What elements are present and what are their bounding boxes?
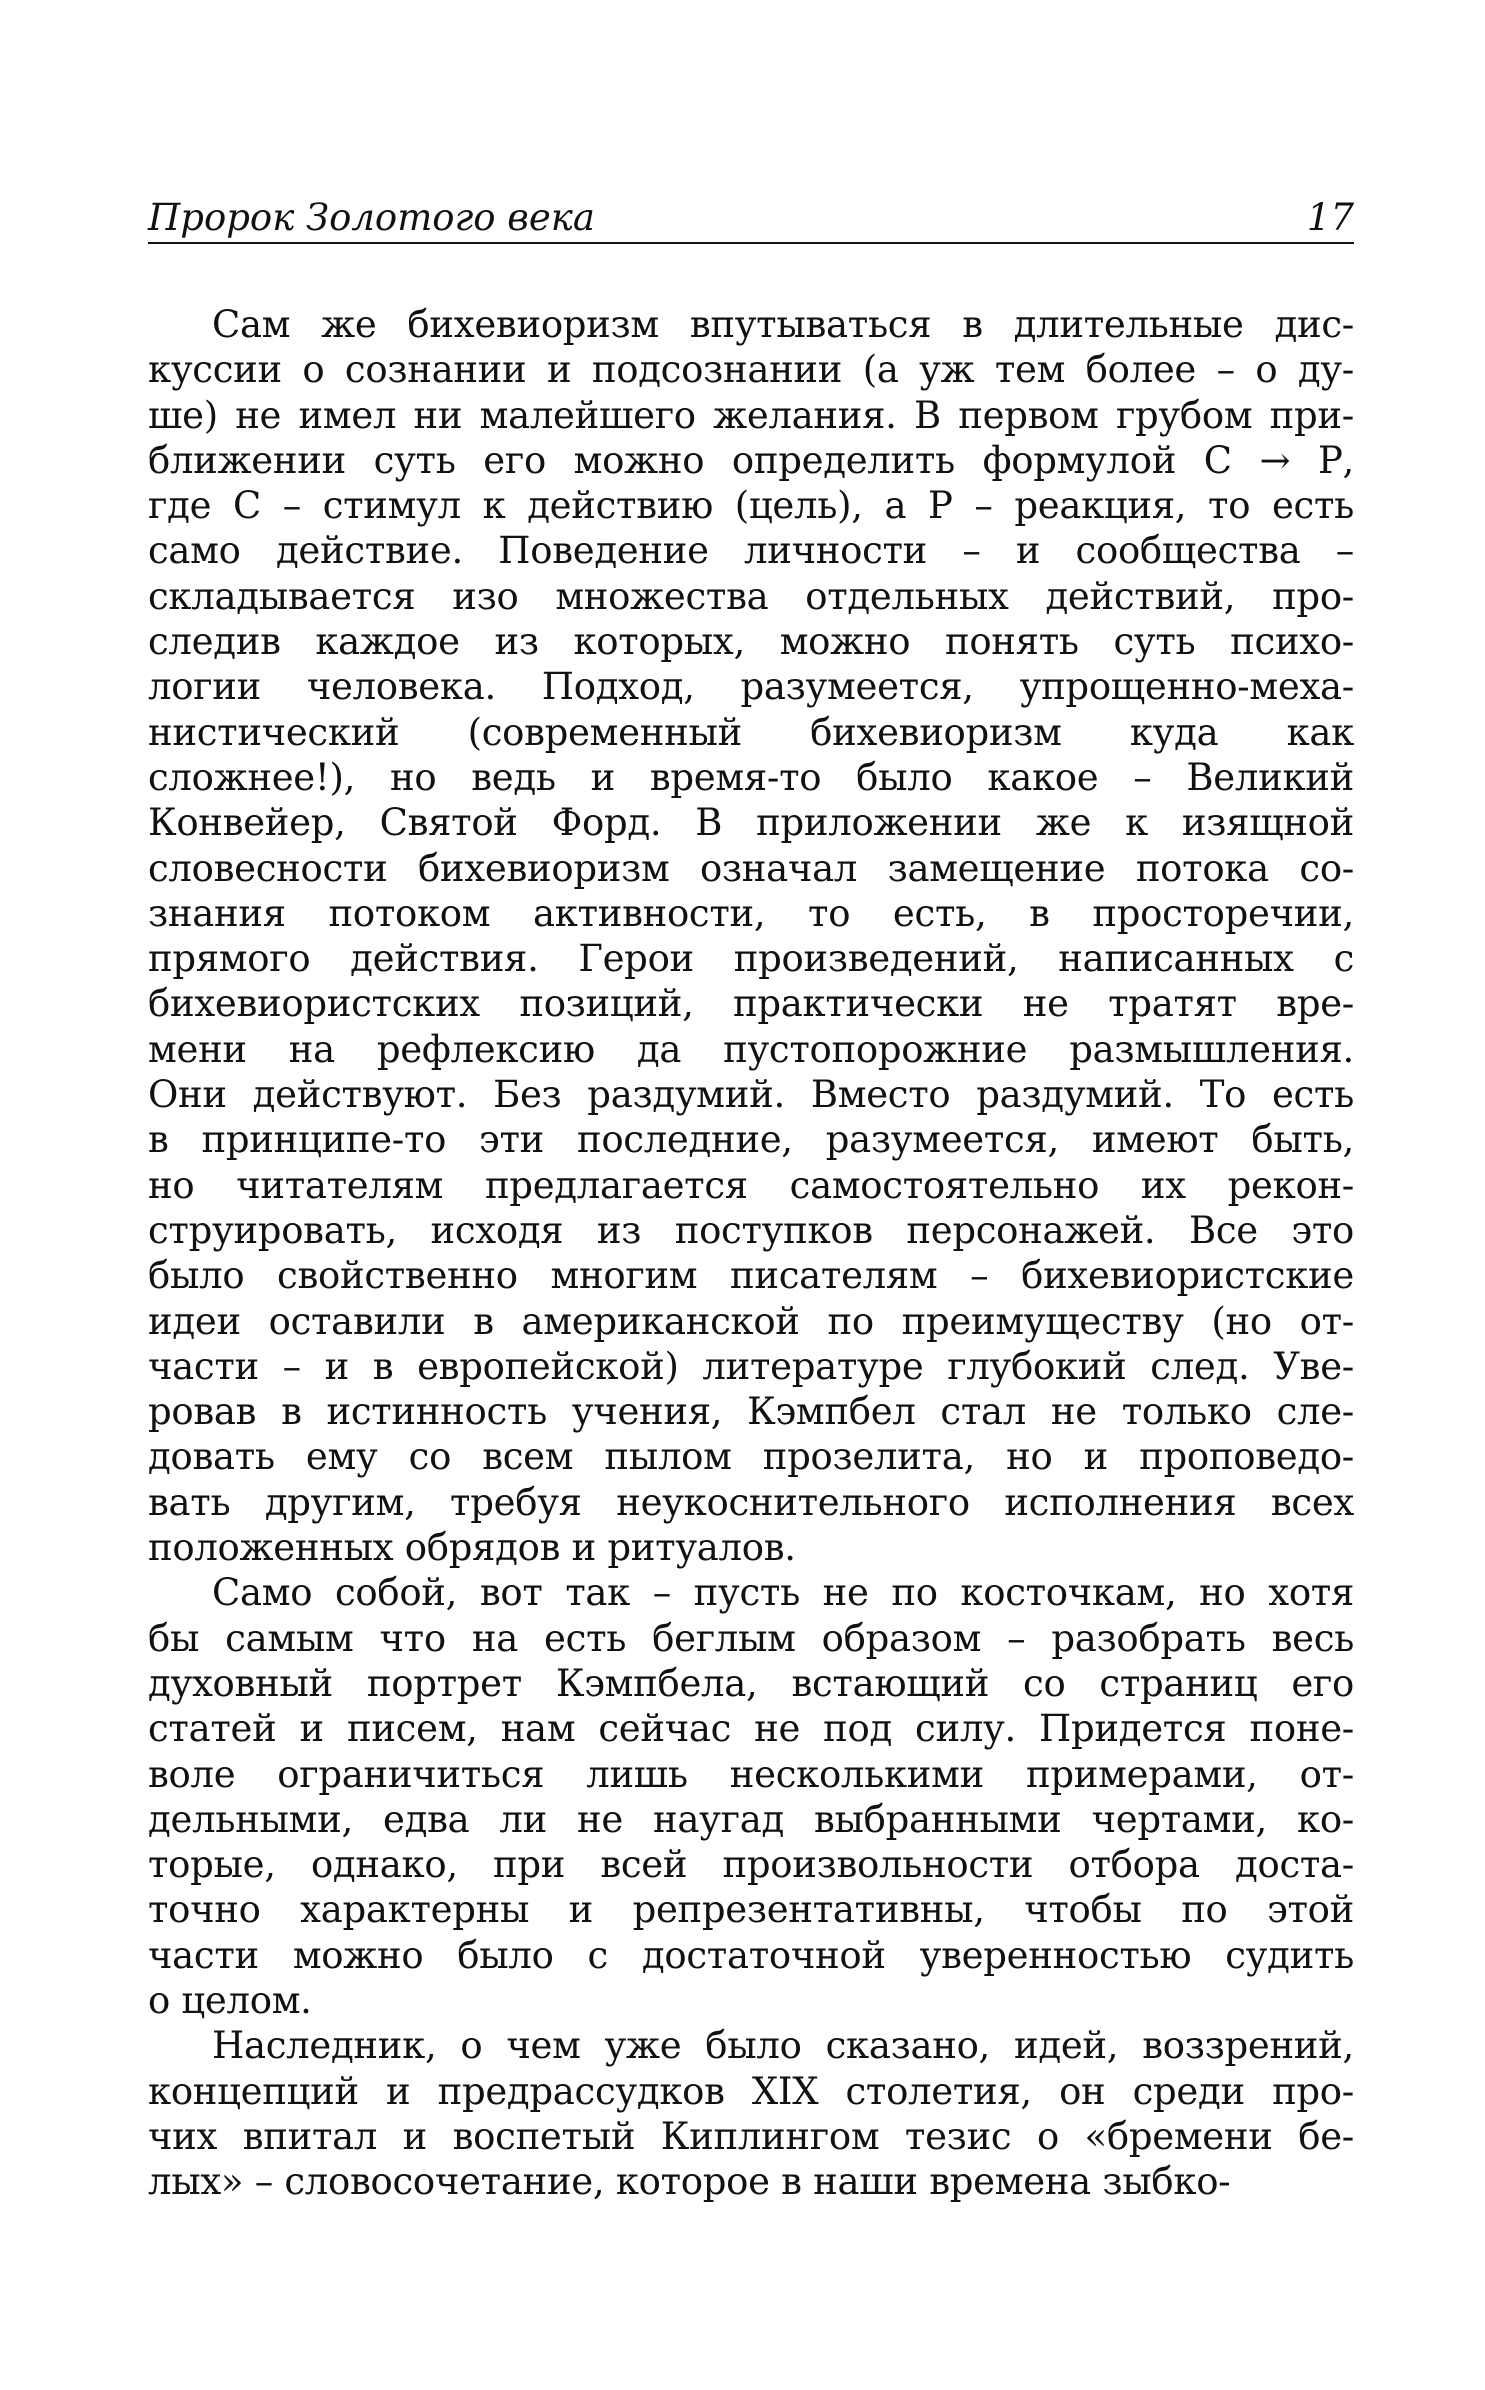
text-line: складывается изо множества отдельных действий, про- (148, 574, 1354, 618)
text-line: духовный портрет Кэмпбела, встающий со страниц его (148, 1661, 1354, 1705)
text-line: струировать, исходя из поступков персонажей. Все это (148, 1208, 1354, 1252)
text-line: Сам же бихевиоризм впутываться в длительные дис- (212, 303, 1354, 346)
text-line: бихевиористских позиций, практически не тратят вре- (148, 982, 1354, 1026)
text-line: части – и в европейской) литературе глубокий след. Уве- (148, 1344, 1354, 1388)
text-line: воле ограничиться лишь несколькими примерами, от- (148, 1752, 1354, 1796)
text-line: но читателям предлагается самостоятельно их рекон- (148, 1163, 1354, 1207)
text-line: Наследник, о чем уже было сказано, идей, воззрений, (212, 2024, 1354, 2068)
text-line: Конвейер, Святой Форд. В приложении же к изящной (148, 801, 1354, 845)
text-line: куссии о сознании и подсознании (а уж тем более – о ду- (148, 348, 1354, 392)
text-line: само действие. Поведение личности – и сообщества – (148, 529, 1354, 573)
text-line: торые, однако, при всей произвольности отбора доста- (148, 1843, 1354, 1887)
text-line: было свойственно многим писателям – бихевиористские (148, 1254, 1354, 1298)
text-line: бы самым что на есть беглым образом – разобрать весь (148, 1616, 1354, 1660)
text-line: вать другим, требуя неукоснительного исполнения всех (148, 1480, 1354, 1524)
text-line: чих впитал и воспетый Киплингом тезис о «бремени бе- (148, 2114, 1354, 2158)
text-line: словесности бихевиоризм означал замещение потока со- (148, 846, 1354, 890)
text-line: прямого действия. Герои произведений, написанных с (148, 937, 1354, 981)
text-line: дельными, едва ли не наугад выбранными чертами, ко- (148, 1797, 1354, 1841)
text-line: положенных обрядов и ритуалов. (148, 1526, 796, 1570)
text-line: нистический (современный бихевиоризм куда как (148, 710, 1354, 754)
text-line: статей и писем, нам сейчас не под силу. Придется поне- (148, 1707, 1354, 1751)
paragraph (148, 2023, 1354, 2204)
text-line: точно характерны и репрезентативны, чтобы по этой (148, 1888, 1354, 1932)
text-line: лых» – словосочетание, которое в наши времена зыбко- (148, 2160, 1231, 2204)
text-line: ше) не имел ни малейшего желания. В первом грубом при- (148, 393, 1354, 437)
text-line: концепций и предрассудков XIX столетия, он среди про- (148, 2069, 1354, 2113)
paragraph (148, 1570, 1354, 2023)
running-title: Пророк Золотого века (148, 196, 595, 239)
page-number: 17 (1306, 196, 1354, 239)
text-line: логии человека. Подход, разумеется, упрощенно-меха- (148, 665, 1354, 709)
text-line: довать ему со всем пылом прозелита, но и проповедо- (148, 1435, 1354, 1479)
text-line: части можно было с достаточной уверенностью судить (148, 1933, 1354, 1977)
text-line: ближении суть его можно определить формулой С → Р, (148, 438, 1354, 482)
text-line: идеи оставили в американской по преимуществу (но от- (148, 1299, 1354, 1343)
text-line: в принципе-то эти последние, разумеется, имеют быть, (148, 1118, 1354, 1162)
text-line: о целом. (148, 1978, 312, 2022)
text-line: сложнее!), но ведь и время-то было какое – Великий (148, 755, 1354, 799)
text-line: ровав в истинность учения, Кэмпбел стал не только сле- (148, 1390, 1354, 1434)
text-line: Они действуют. Без раздумий. Вместо раздумий. То есть (148, 1073, 1354, 1117)
text-line: мени на рефлексию да пустопорожние размышления. (148, 1027, 1354, 1071)
paragraph (148, 302, 1354, 1570)
page-header (148, 196, 1354, 244)
text-line: знания потоком активности, то есть, в просторечии, (148, 891, 1354, 935)
text-line: следив каждое из которых, можно понять суть психо- (148, 620, 1354, 664)
text-line: Само собой, вот так – пусть не по косточкам, но хотя (212, 1571, 1354, 1615)
text-line: где С – стимул к действию (цель), а Р – реакция, то есть (148, 484, 1354, 528)
body-text (148, 302, 1354, 2204)
